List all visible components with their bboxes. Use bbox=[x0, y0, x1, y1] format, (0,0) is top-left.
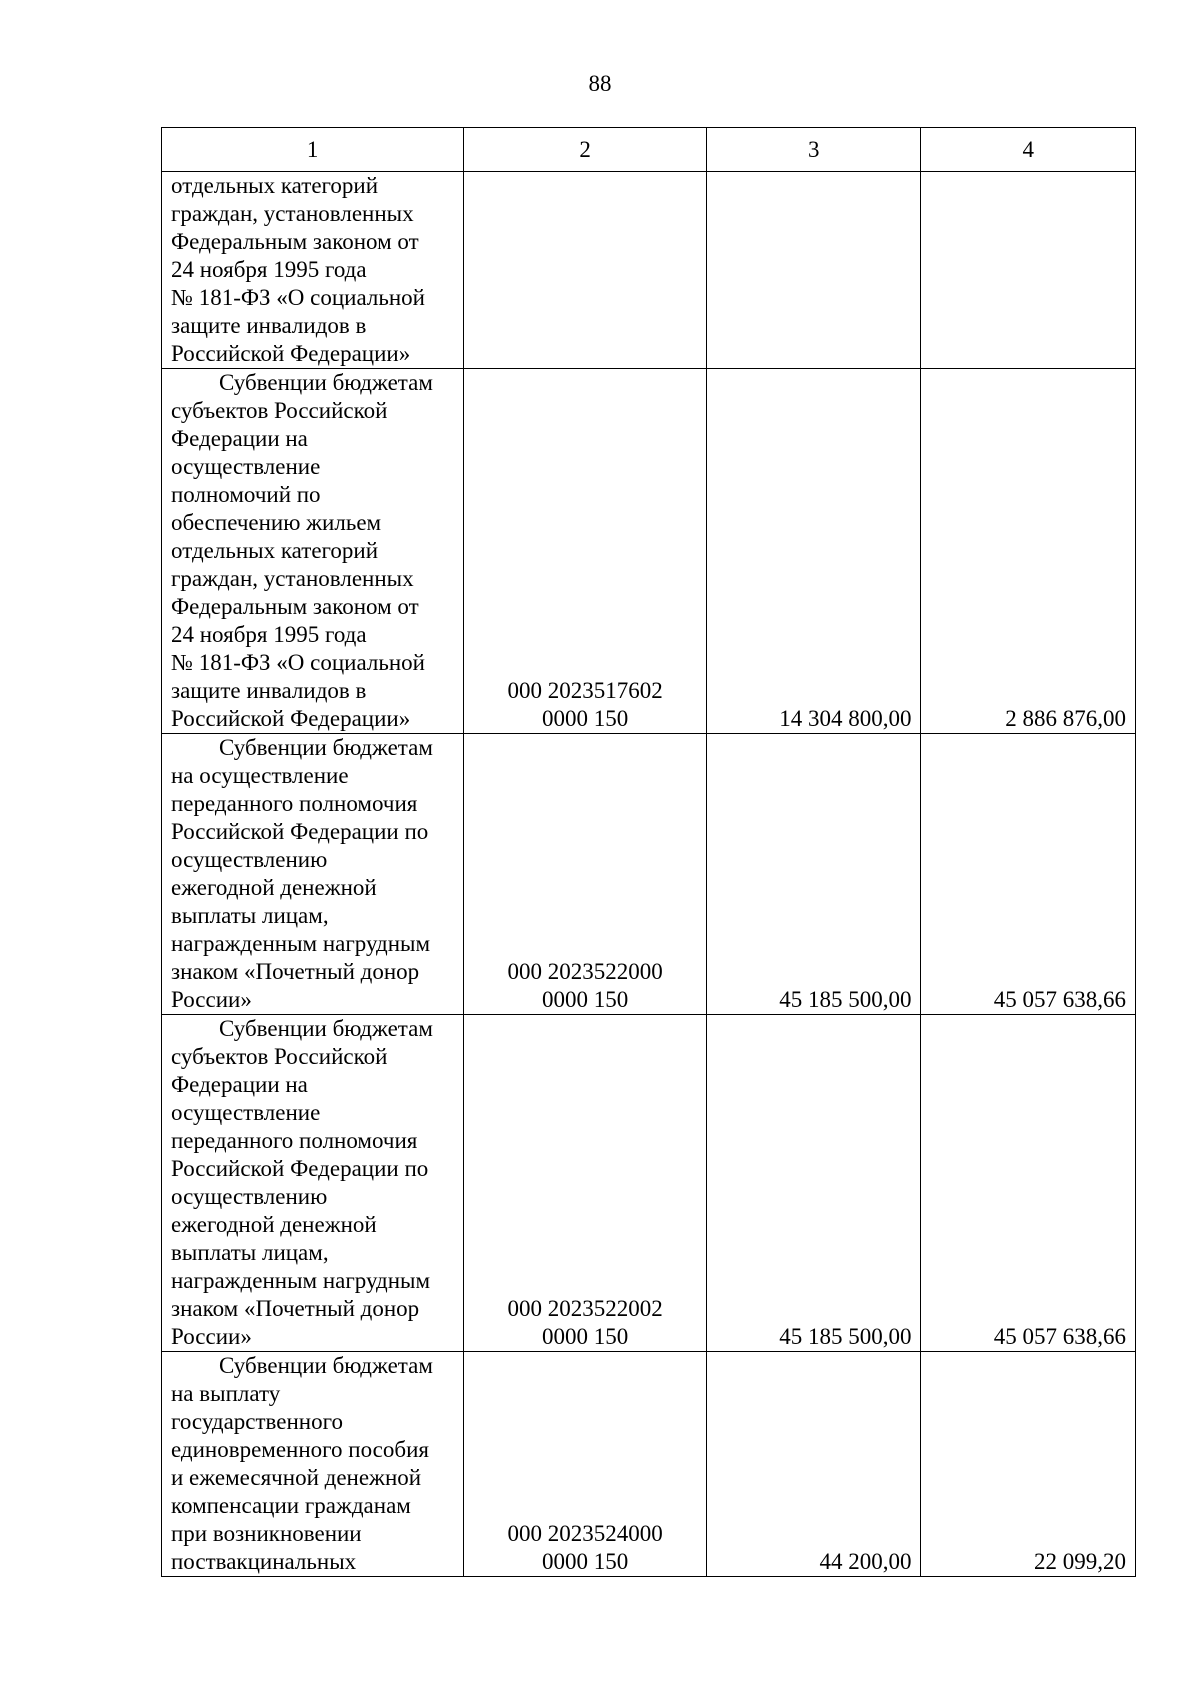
row-code-cell bbox=[464, 172, 707, 369]
table-row bbox=[162, 369, 1136, 734]
row-code-cell bbox=[464, 369, 707, 734]
row-name-text: отдельных категорий граждан, установленных Федеральным законом от 24 ноября 1995 года № 181-ФЗ «О социальной защите инвалидов в Российской Федерации» bbox=[171, 173, 425, 366]
row-actual-cell: 45 057 638,66 bbox=[921, 1015, 1136, 1352]
row-code-cell bbox=[464, 1015, 707, 1352]
row-code-cell bbox=[464, 1352, 707, 1577]
row-plan-cell: 44 200,00 bbox=[706, 1352, 921, 1577]
row-code-text: 000 2023517602 0000 150 bbox=[507, 678, 663, 731]
table-row bbox=[162, 734, 1136, 1015]
table-row bbox=[162, 1015, 1136, 1352]
row-name-text: Субвенции бюджетам на осуществление переданного полномочия Российской Федерации по осуществлению ежегодной денежной выплаты лицам, награжденным нагрудным знаком «Почетный донор России» bbox=[171, 735, 433, 1012]
row-code-text: 000 2023522000 0000 150 bbox=[507, 959, 663, 1012]
row-code-cell bbox=[464, 734, 707, 1015]
header-col-4: 4 bbox=[921, 128, 1136, 172]
row-plan-cell: 14 304 800,00 bbox=[706, 369, 921, 734]
header-col-1: 1 bbox=[162, 128, 464, 172]
row-plan-cell bbox=[706, 172, 921, 369]
row-actual-cell: 22 099,20 bbox=[921, 1352, 1136, 1577]
header-col-2: 2 bbox=[464, 128, 707, 172]
row-actual-cell: 45 057 638,66 bbox=[921, 734, 1136, 1015]
row-actual-cell: 2 886 876,00 bbox=[921, 369, 1136, 734]
table-row bbox=[162, 1352, 1136, 1577]
row-name-text: Субвенции бюджетам на выплату государственного единовременного пособия и ежемесячной денежной компенсации гражданам при возникновении поствакцинальных bbox=[171, 1353, 433, 1574]
row-actual-cell bbox=[921, 172, 1136, 369]
row-code-text: 000 2023522002 0000 150 bbox=[507, 1296, 663, 1349]
table-header-row bbox=[162, 128, 1136, 172]
row-name-cell bbox=[162, 369, 464, 734]
row-plan-cell: 45 185 500,00 bbox=[706, 734, 921, 1015]
row-name-cell bbox=[162, 1015, 464, 1352]
row-code-text: 000 2023524000 0000 150 bbox=[507, 1521, 663, 1574]
header-col-3: 3 bbox=[706, 128, 921, 172]
table-row bbox=[162, 172, 1136, 369]
row-name-text: Субвенции бюджетам субъектов Российской Федерации на осуществление переданного полномочия Российской Федерации по осуществлению ежегодной денежной выплаты лицам, награжденным нагрудным знаком «Почетный донор России» bbox=[171, 1016, 433, 1349]
page-number: 88 bbox=[588, 71, 612, 96]
budget-table bbox=[161, 127, 1136, 1577]
row-plan-cell: 45 185 500,00 bbox=[706, 1015, 921, 1352]
row-name-text: Субвенции бюджетам субъектов Российской Федерации на осуществление полномочий по обеспечению жильем отдельных категорий граждан, установленных Федеральным законом от 24 ноября 1995 года № 181-ФЗ «О социальной защите инвалидов в Российской Федерации» bbox=[171, 370, 433, 731]
row-name-cell bbox=[162, 734, 464, 1015]
row-name-cell bbox=[162, 1352, 464, 1577]
row-name-cell bbox=[162, 172, 464, 369]
